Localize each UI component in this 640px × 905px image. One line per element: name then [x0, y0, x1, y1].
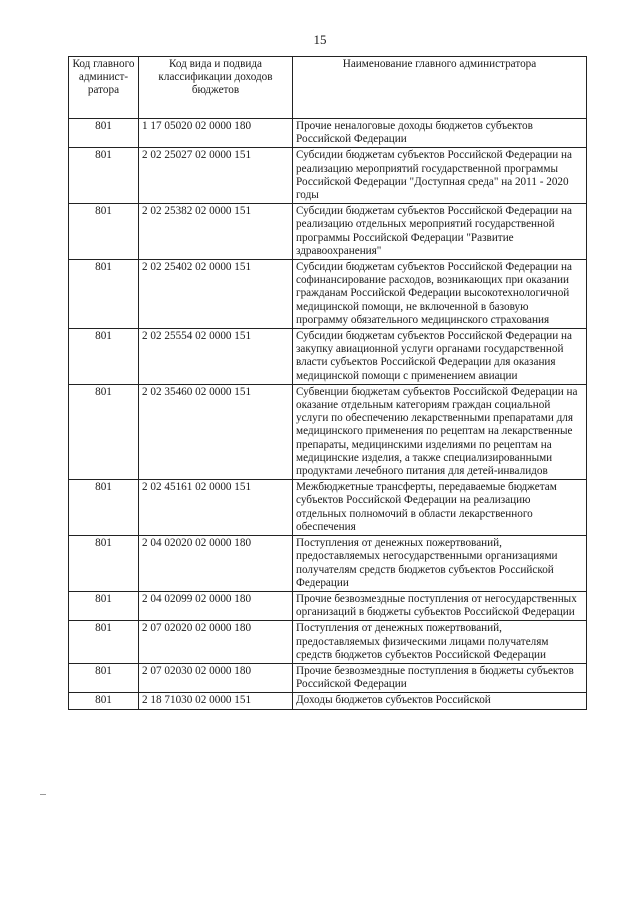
- revenue-code: 2 07 02030 02 0000 180: [139, 663, 293, 692]
- revenue-name: Межбюджетные трансферты, передаваемые бюджетам субъектов Российской Федерации на реализацию отдельных полномочий в области лекарственного обеспечения: [293, 480, 587, 536]
- administrator-code: 801: [69, 384, 139, 479]
- table-row: [69, 260, 587, 329]
- revenue-name: Прочие безвозмездные поступления от негосударственных организаций в бюджеты субъектов Российской Федерации: [293, 591, 587, 620]
- revenue-name: Субсидии бюджетам субъектов Российской Федерации на реализацию отдельных мероприятий государственной программы Российской Федерации "Развитие здравоохранения": [293, 204, 587, 260]
- table-row: [69, 663, 587, 692]
- revenue-code: 2 18 71030 02 0000 151: [139, 693, 293, 709]
- header-revenue-classification-code: Код вида и подвида классификации доходов бюджетов: [139, 57, 293, 119]
- administrator-code: 801: [69, 148, 139, 204]
- administrator-code: 801: [69, 204, 139, 260]
- revenue-code: 2 04 02020 02 0000 180: [139, 536, 293, 592]
- page-number: 15: [313, 32, 327, 47]
- margin-mark: [40, 794, 46, 795]
- revenue-code: 2 02 25027 02 0000 151: [139, 148, 293, 204]
- administrator-code: 801: [69, 663, 139, 692]
- revenue-code: 2 02 35460 02 0000 151: [139, 384, 293, 479]
- revenue-name: Субсидии бюджетам субъектов Российской Федерации на закупку авиационной услуги органами государственной власти субъектов Российской Федерации для оказания медицинской помощи с применением авиации: [293, 329, 587, 385]
- table-row: [69, 148, 587, 204]
- table-row: [69, 384, 587, 479]
- table-row: [69, 329, 587, 385]
- administrator-code: 801: [69, 621, 139, 664]
- administrator-code: 801: [69, 480, 139, 536]
- revenue-code: 2 02 25402 02 0000 151: [139, 260, 293, 329]
- revenue-code: 2 02 45161 02 0000 151: [139, 480, 293, 536]
- revenue-name: Субсидии бюджетам субъектов Российской Федерации на реализацию мероприятий государственной программы Российской Федерации "Доступная среда" на 2011 - 2020 годы: [293, 148, 587, 204]
- revenue-code: 1 17 05020 02 0000 180: [139, 119, 293, 148]
- revenue-code: 2 02 25382 02 0000 151: [139, 204, 293, 260]
- revenue-name: Прочие безвозмездные поступления в бюджеты субъектов Российской Федерации: [293, 663, 587, 692]
- revenue-name: Доходы бюджетов субъектов Российской: [293, 693, 587, 709]
- header-administrator-code: Код главного админист-ратора: [69, 57, 139, 119]
- administrator-code: 801: [69, 329, 139, 385]
- administrator-code: 801: [69, 119, 139, 148]
- revenue-code: 2 04 02099 02 0000 180: [139, 591, 293, 620]
- revenue-administrators-table: [68, 56, 587, 710]
- table-header-row: [69, 57, 587, 119]
- table-row: [69, 693, 587, 709]
- administrator-code: 801: [69, 693, 139, 709]
- revenue-name: Прочие неналоговые доходы бюджетов субъектов Российской Федерации: [293, 119, 587, 148]
- revenue-code: 2 07 02020 02 0000 180: [139, 621, 293, 664]
- header-administrator-name: Наименование главного администратора: [293, 57, 587, 119]
- table-row: [69, 204, 587, 260]
- administrator-code: 801: [69, 536, 139, 592]
- revenue-code: 2 02 25554 02 0000 151: [139, 329, 293, 385]
- table-row: [69, 119, 587, 148]
- table-row: [69, 536, 587, 592]
- revenue-name: Поступления от денежных пожертвований, предоставляемых физическими лицами получателям средств бюджетов субъектов Российской Федерации: [293, 621, 587, 664]
- revenue-name: Субвенции бюджетам субъектов Российской Федерации на оказание отдельным категориям граждан социальной услуги по обеспечению лекарственными препаратами для медицинского применения по рецептам на лекарственные препараты, медицинскими изделиями по рецептам на медицинские изделия, а также специализированными продуктами лечебного питания для детей-инвалидов: [293, 384, 587, 479]
- administrator-code: 801: [69, 260, 139, 329]
- table-row: [69, 480, 587, 536]
- table-row: [69, 621, 587, 664]
- table-row: [69, 591, 587, 620]
- administrator-code: 801: [69, 591, 139, 620]
- revenue-name: Поступления от денежных пожертвований, предоставляемых негосударственными организациями получателям средств бюджетов субъектов Российской Федерации: [293, 536, 587, 592]
- revenue-name: Субсидии бюджетам субъектов Российской Федерации на софинансирование расходов, возникающих при оказании гражданам Российской Федерации высокотехнологичной медицинской помощи, не включенной в базовую программу обязательного медицинского страхования: [293, 260, 587, 329]
